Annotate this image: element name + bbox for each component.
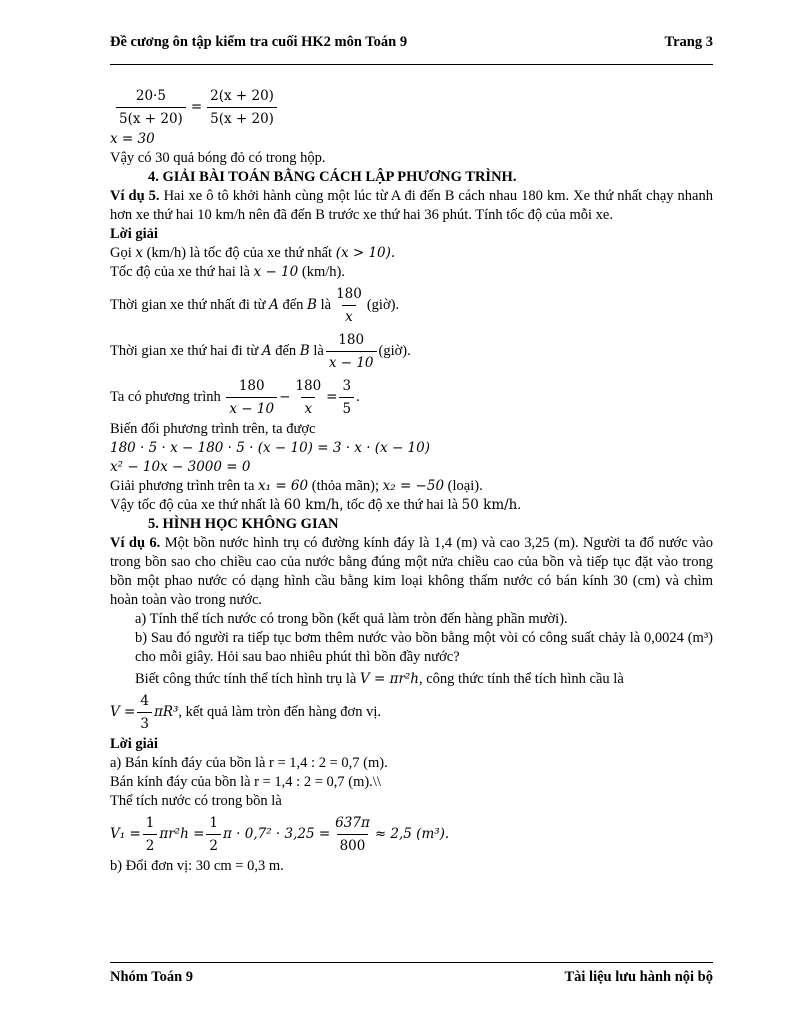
solution-line-10: Vậy tốc độ của xe thứ nhất là 60 km/h, tốc độ xe thứ hai là 50 km/h. [110, 497, 521, 513]
example-6 [110, 534, 713, 610]
sphere-formula: V = $\frac{4}{3}$ πR³ , kết quả làm tròn đến hàng đơn vị. [110, 692, 381, 732]
example-text: Hai xe ô tô khởi hành cùng một lúc từ A đi đến B cách nhau 180 km. Xe thứ nhất chạy nhanh hơn xe thứ hai 10 km/h nên đã đến B trước xe thứ hai 36 phút. Tính tốc độ của mỗi xe. [110, 188, 713, 223]
solution-line-8: x² − 10x − 3000 = 0 [110, 459, 251, 475]
question-b: b) Sau đó người ra tiếp tục bơm thêm nước vào bồn bằng một vòi có công suất chảy là 0,0024 (m³) cho mỗi giây. Hỏi sau bao nhiêu phút thì bồn đầy nước? [135, 630, 713, 665]
fraction: $\frac{1}{2}$ [143, 814, 158, 855]
solution-s1: a) Bán kính đáy của bồn là r = 1,4 : 2 = 0,7 (m). [110, 755, 388, 771]
example-label: Ví dụ 6. [110, 535, 161, 551]
fraction: $\frac{1}{2}$ [206, 814, 221, 855]
solution-line-7: 180 · 5 · x − 180 · 5 · (x − 10) = 3 · x · (x − 10) [110, 440, 430, 456]
formula-line: Biết công thức tính thể tích hình trụ là V = πr²h, công thức tính thể tích hình cầu là [135, 671, 624, 687]
page-content [110, 84, 713, 876]
section-4-heading: 4. GIẢI BÀI TOÁN BẰNG CÁCH LẬP PHƯƠNG TRÌNH. [148, 169, 517, 185]
example-label: Ví dụ 5. [110, 188, 160, 204]
solution-line-3: Thời gian xe thứ nhất đi từ A đến B là $\frac{180}{x}$ (giờ). [110, 285, 400, 325]
solution-line-4: Thời gian xe thứ hai đi từ A đến B là $\frac{180}{x - 10}$ (giờ). [110, 331, 411, 371]
solution-s2: Bán kính đáy của bồn là r = 1,4 : 2 = 0,7 (m).\\ [110, 774, 381, 790]
fraction: $\frac{3}{5}$ [339, 377, 354, 418]
example-text: Một bồn nước hình trụ có đường kính đáy là 1,4 (m) và cao 3,25 (m). Người ta đổ nước vào trong bồn sao cho chiều cao của nước bằng đúng một nửa chiều cao của bồn và tiếp tục đặt vào trong bồn một phao nước có dạng hình cầu bằng kim loại không thấm nước có bán kính 30 (cm) và chìm hoàn toàn vào trong nước. [110, 535, 713, 608]
footer-note: Tài liệu lưu hành nội bộ [564, 969, 713, 985]
x-result: x = 30 [110, 131, 155, 147]
solution-line-6: Biến đổi phương trình trên, ta được [110, 421, 316, 437]
fraction: $\frac{637\pi}{800}$ [335, 814, 370, 854]
conclusion-text: Vậy có 30 quả bóng đỏ có trong hộp. [110, 150, 326, 166]
solution-label: Lời giải [110, 226, 158, 242]
fraction: $\frac{180}{x - 10}$ [326, 331, 377, 372]
header-rule [110, 64, 713, 65]
volume-formula: V₁ = $\frac{1}{2}$ πr²h = $\frac{1}{2}$ π · 0,7² · 3,25 = $\frac{637\pi}{800}$ ≈ 2,5 (m³). [110, 814, 450, 854]
fraction: $\frac{180}{x}$ [295, 377, 322, 417]
fraction: $\frac{180}{x - 10}$ [226, 377, 277, 418]
solution-s4: b) Đổi đơn vị: 30 cm = 0,3 m. [110, 858, 284, 874]
equation-fraction-line: $\frac{20\cdot 5}{5(x + 20)}$ = $\frac{2(x + 20)}{5(x + 20)}$ [110, 84, 713, 130]
solution-label: Lời giải [110, 736, 158, 752]
solution-line-2: Tốc độ của xe thứ hai là x − 10 (km/h). [110, 264, 345, 280]
solution-s3: Thể tích nước có trong bồn là [110, 793, 282, 809]
section-5-heading: 5. HÌNH HỌC KHÔNG GIAN [148, 516, 339, 532]
footer-group: Nhóm Toán 9 [110, 969, 194, 985]
fraction: $\frac{20\cdot 5}{5(x + 20)}$ [116, 87, 186, 128]
document-title: Đề cương ôn tập kiểm tra cuối HK2 môn Toán 9 [110, 34, 408, 50]
page-footer [110, 969, 713, 986]
solution-line-1: Gọi x (km/h) là tốc độ của xe thứ nhất (x > 10). [110, 245, 396, 261]
question-a: a) Tính thể tích nước có trong bồn (kết quả làm tròn đến hàng phần mười). [135, 611, 568, 627]
fraction: $\frac{4}{3}$ [137, 692, 152, 733]
footer-rule [110, 962, 713, 963]
page-number: Trang 3 [664, 34, 713, 50]
solution-line-9: Giải phương trình trên ta x₁ = 60 (thỏa mãn); x₂ = −50 (loại). [110, 478, 483, 494]
example-5 [110, 187, 713, 225]
page-header [110, 34, 713, 51]
equation-line: Ta có phương trình $\frac{180}{x - 10}$ − $\frac{180}{x}$ = $\frac{3}{5}$ . [110, 377, 360, 417]
fraction: $\frac{180}{x}$ [336, 285, 362, 325]
fraction: $\frac{2(x + 20)}{5(x + 20)}$ [207, 87, 277, 128]
